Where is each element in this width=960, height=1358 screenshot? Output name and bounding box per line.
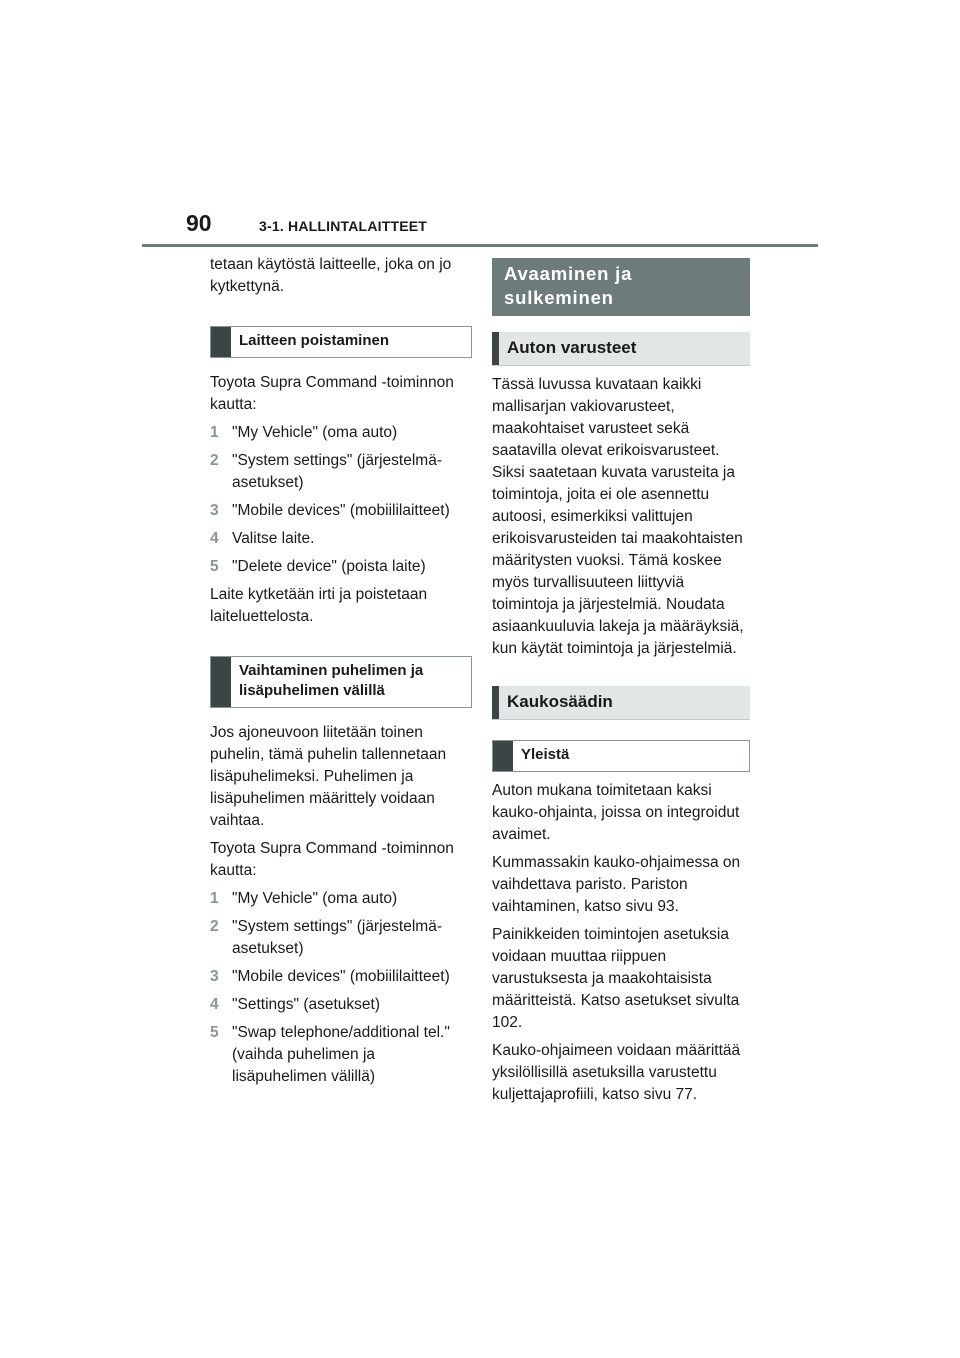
equipment-text: Tässä luvussa kuvataan kaikki mallisarjan vakiovarusteet, maakohtaiset varusteet sekä saatavilla olevat erikoisvarusteet. Siksi saatetaan kuvata varusteita ja toimintoja, joita ei ole asennettu autoosi, esimerkiksi valittujen erikoisvarusteiden tai maakohtaisten määritysten vuoksi. Tämä koskee myös turvallisuuteen liittyviä toimintoja ja järjestelmiä. Noudata asiaankuuluvia lakeja ja määräyksiä, kun käytät toimintoja ja järjestelmiä.: [492, 376, 744, 657]
intro-paragraph: tetaan käytöstä laitteelle, joka on jo kytkettynä.: [210, 256, 452, 295]
step-number: 2: [210, 918, 219, 935]
remove-device-heading-label: Laitteen poistaminen: [239, 332, 390, 349]
heading-bar: [492, 686, 499, 719]
step-number: 5: [210, 1024, 219, 1041]
step-number: 2: [210, 452, 219, 469]
step-item: [210, 966, 472, 988]
step-number: 4: [210, 996, 219, 1013]
step-text: "System settings" (järjestelmä-asetukset): [232, 452, 442, 491]
step-text: "Settings" (asetukset): [232, 996, 380, 1013]
step-text: "Swap telephone/additional tel." (vaihda puhelimen ja lisäpuhelimen välillä): [232, 1024, 450, 1085]
section-title: 3-1. HALLINTALAITTEET: [259, 218, 428, 234]
step-item: [210, 528, 472, 550]
step-text: "Mobile devices" (mobiililaitteet): [232, 502, 450, 519]
chapter-heading: Avaaminen ja sulkeminen: [492, 258, 750, 316]
page-number: 90: [186, 210, 212, 236]
swap-phone-heading-label: Vaihtaminen puhelimen ja lisäpuhelimen välillä: [239, 662, 424, 699]
step-item: [210, 450, 472, 494]
step-item: [210, 888, 472, 910]
equipment-heading-label: Auton varusteet: [507, 338, 637, 357]
equipment-heading: [492, 332, 750, 366]
step-text: "My Vehicle" (oma auto): [232, 890, 398, 907]
step-item: [210, 994, 472, 1016]
heading-bar: [211, 657, 231, 707]
step-text: "Mobile devices" (mobiililaitteet): [232, 968, 450, 985]
left-column: [210, 254, 472, 1094]
step-number: 3: [210, 502, 219, 519]
step-text: "System settings" (järjestelmä-asetukset): [232, 918, 442, 957]
remote-control-heading: [492, 686, 750, 720]
right-column: [492, 254, 750, 1112]
step-number: 5: [210, 558, 219, 575]
remove-device-heading: [210, 326, 472, 358]
step-item: [210, 916, 472, 960]
heading-bar: [493, 741, 513, 771]
step-item: [210, 556, 472, 578]
general-heading-label: Yleistä: [521, 746, 570, 763]
remove-steps-list: [210, 422, 472, 578]
general-paragraph: Kummassakin kauko-ohjaimessa on vaihdettava paristo. Pariston vaihtaminen, katso sivu 93.: [492, 854, 741, 915]
general-paragraph: Auton mukana toimitetaan kaksi kauko-ohjainta, joissa on integroidut avaimet.: [492, 782, 740, 843]
step-text: Valitse laite.: [232, 530, 315, 547]
general-paragraph: Painikkeiden toimintojen asetuksia voidaan muuttaa riippuen varustuksesta ja maakohtaisista määritteistä. Katso asetukset sivulta 102.: [492, 926, 740, 1031]
swap-via-text: Toyota Supra Command -toiminnon kautta:: [210, 840, 454, 879]
step-item: [210, 500, 472, 522]
step-number: 4: [210, 530, 219, 547]
swap-phone-heading: [210, 656, 472, 708]
general-heading: [492, 740, 750, 772]
heading-bar: [211, 327, 231, 357]
step-number: 3: [210, 968, 219, 985]
remote-control-heading-label: Kaukosäädin: [507, 692, 613, 711]
step-number: 1: [210, 424, 219, 441]
heading-bar: [492, 332, 499, 365]
header-divider: [142, 244, 818, 247]
swap-description: Jos ajoneuvoon liitetään toinen puhelin, tämä puhelin tallennetaan lisäpuhelimeksi. Puhelimen ja lisäpuhelimen määrittely voidaan vaihtaa.: [210, 724, 447, 829]
step-number: 1: [210, 890, 219, 907]
swap-steps-list: [210, 888, 472, 1088]
step-item: [210, 1022, 472, 1088]
step-text: "Delete device" (poista laite): [232, 558, 426, 575]
step-text: "My Vehicle" (oma auto): [232, 424, 398, 441]
general-paragraph: Kauko-ohjaimeen voidaan määrittää yksilöllisillä asetuksilla varustettu kuljettajaprofiili, katso sivu 77.: [492, 1042, 741, 1103]
step-item: [210, 422, 472, 444]
remove-via-text: Toyota Supra Command -toiminnon kautta:: [210, 374, 454, 413]
remove-result-text: Laite kytketään irti ja poistetaan laiteluettelosta.: [210, 586, 428, 625]
